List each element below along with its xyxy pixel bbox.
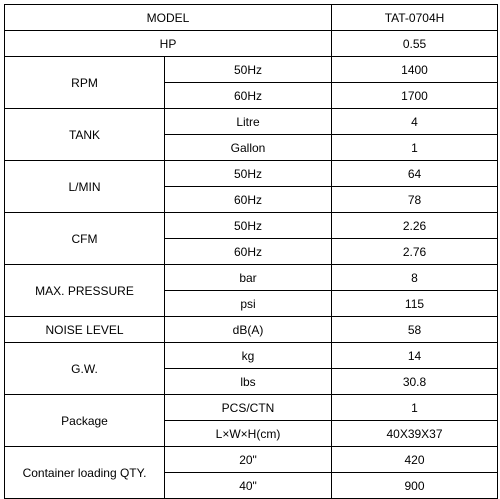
noise-unit: dB(A) <box>165 317 332 343</box>
rpm-value: 1700 <box>332 83 498 109</box>
lmin-label: L/MIN <box>5 161 165 213</box>
rpm-unit: 60Hz <box>165 83 332 109</box>
hp-label: HP <box>5 31 332 57</box>
container-unit: 40" <box>165 473 332 499</box>
container-unit: 20" <box>165 447 332 473</box>
tank-label: TANK <box>5 109 165 161</box>
lmin-value: 64 <box>332 161 498 187</box>
lmin-unit: 60Hz <box>165 187 332 213</box>
package-unit: L×W×H(cm) <box>165 421 332 447</box>
rpm-row <box>5 57 498 83</box>
gw-row <box>5 343 498 369</box>
tank-unit: Litre <box>165 109 332 135</box>
noise-label: NOISE LEVEL <box>5 317 165 343</box>
cfm-unit: 60Hz <box>165 239 332 265</box>
gw-unit: kg <box>165 343 332 369</box>
model-value: TAT-0704H <box>332 5 498 31</box>
gw-value: 14 <box>332 343 498 369</box>
package-value: 40X39X37 <box>332 421 498 447</box>
package-row <box>5 395 498 421</box>
spec-table <box>4 4 498 499</box>
package-value: 1 <box>332 395 498 421</box>
pressure-unit: bar <box>165 265 332 291</box>
noise-value: 58 <box>332 317 498 343</box>
cfm-value: 2.26 <box>332 213 498 239</box>
tank-value: 4 <box>332 109 498 135</box>
lmin-row <box>5 161 498 187</box>
hp-row <box>5 31 498 57</box>
gw-unit: lbs <box>165 369 332 395</box>
tank-value: 1 <box>332 135 498 161</box>
model-row <box>5 5 498 31</box>
gw-label: G.W. <box>5 343 165 395</box>
package-unit: PCS/CTN <box>165 395 332 421</box>
pressure-row <box>5 265 498 291</box>
tank-row <box>5 109 498 135</box>
cfm-value: 2.76 <box>332 239 498 265</box>
cfm-row <box>5 213 498 239</box>
pressure-unit: psi <box>165 291 332 317</box>
tank-unit: Gallon <box>165 135 332 161</box>
package-label: Package <box>5 395 165 447</box>
cfm-unit: 50Hz <box>165 213 332 239</box>
rpm-value: 1400 <box>332 57 498 83</box>
lmin-unit: 50Hz <box>165 161 332 187</box>
container-label: Container loading QTY. <box>5 447 165 499</box>
rpm-label: RPM <box>5 57 165 109</box>
lmin-value: 78 <box>332 187 498 213</box>
rpm-unit: 50Hz <box>165 57 332 83</box>
noise-row <box>5 317 498 343</box>
cfm-label: CFM <box>5 213 165 265</box>
model-label: MODEL <box>5 5 332 31</box>
pressure-value: 8 <box>332 265 498 291</box>
container-value: 900 <box>332 473 498 499</box>
gw-value: 30.8 <box>332 369 498 395</box>
container-row <box>5 447 498 473</box>
hp-value: 0.55 <box>332 31 498 57</box>
pressure-value: 115 <box>332 291 498 317</box>
pressure-label: MAX. PRESSURE <box>5 265 165 317</box>
container-value: 420 <box>332 447 498 473</box>
